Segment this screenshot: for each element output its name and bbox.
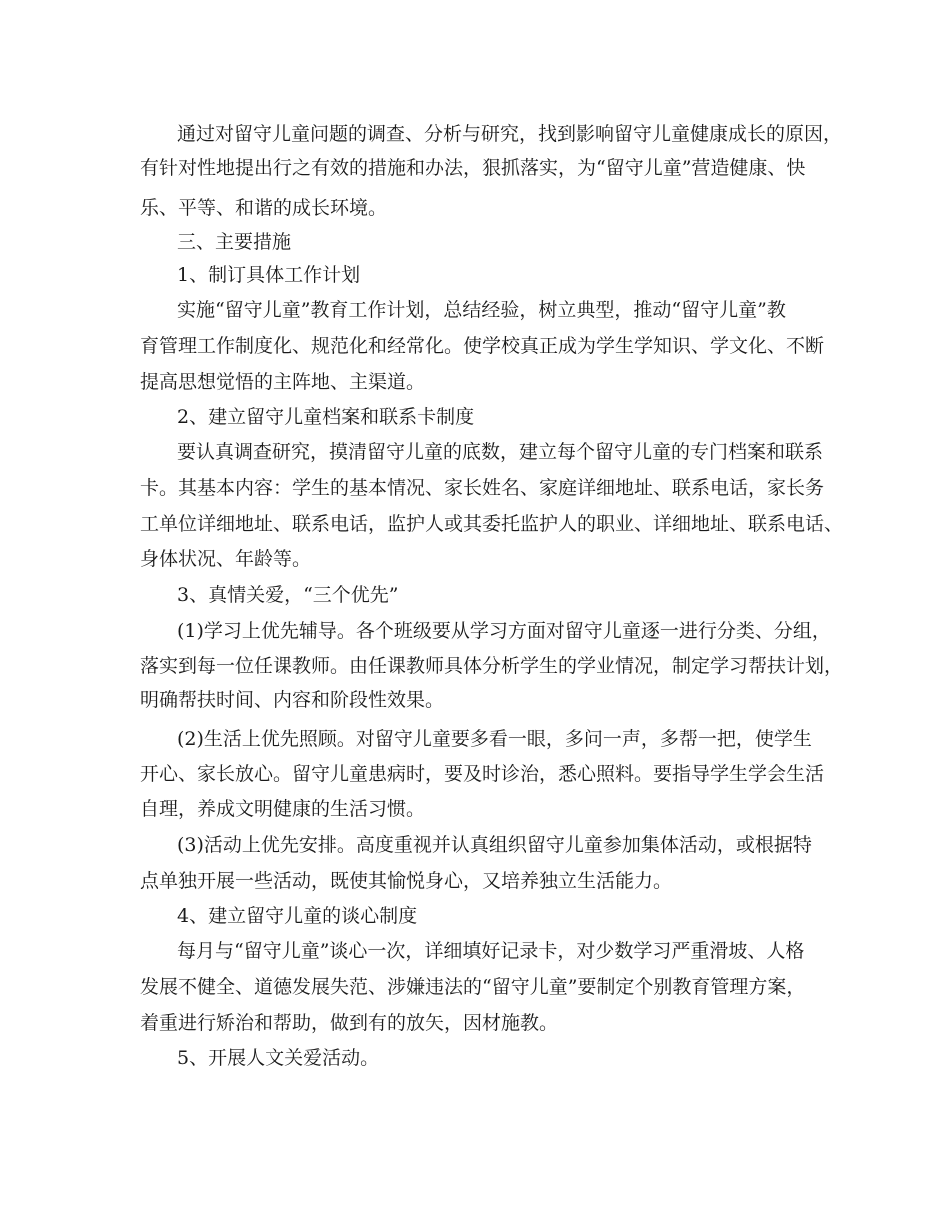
subsection-heading: 5、开展人文关爱活动。 xyxy=(177,1047,380,1069)
paragraph-line: (3)活动上优先安排。高度重视并认真组织留守儿童参加集体活动，或根据特 xyxy=(177,834,812,856)
paragraph-line: 明确帮扶时间、内容和阶段性效果。 xyxy=(140,689,445,711)
paragraph-line: 提高思想觉悟的主阵地、主渠道。 xyxy=(140,371,426,393)
subsection-heading: 4、建立留守儿童的谈心制度 xyxy=(177,905,418,927)
paragraph-line: 乐、平等、和谐的成长环境。 xyxy=(140,197,388,219)
paragraph-line: 通过对留守儿童问题的调查、分析与研究，找到影响留守儿童健康成长的原因， xyxy=(177,123,843,145)
paragraph-line: 育管理工作制度化、规范化和经常化。使学校真正成为学生学知识、学文化、不断 xyxy=(140,335,825,357)
paragraph-line: 有针对性地提出行之有效的措施和办法，狠抓落实，为“留守儿童”营造健康、快 xyxy=(140,157,806,179)
paragraph-line: 每月与“留守儿童”谈心一次，详细填好记录卡，对少数学习严重滑坡、人格 xyxy=(177,940,805,962)
paragraph-line: (2)生活上优先照顾。对留守儿童要多看一眼，多问一声，多帮一把，使学生 xyxy=(177,728,812,750)
paragraph-line: 工单位详细地址、联系电话，监护人或其委托监护人的职业、详细地址、联系电话、 xyxy=(140,513,844,535)
paragraph-line: 要认真调查研究，摸清留守儿童的底数，建立每个留守儿童的专门档案和联系 xyxy=(177,441,824,463)
paragraph-line: 卡。其基本内容：学生的基本情况、家长姓名、家庭详细地址、联系电话，家长务 xyxy=(140,477,825,499)
paragraph-line: 着重进行矫治和帮助，做到有的放矢，因材施教。 xyxy=(140,1012,559,1034)
subsection-heading: 3、真情关爱，“三个优先” xyxy=(177,584,399,606)
section-heading: 三、主要措施 xyxy=(177,231,292,253)
paragraph-line: 自理，养成文明健康的生活习惯。 xyxy=(140,798,426,820)
paragraph-line: 点单独开展一些活动，既使其愉悦身心，又培养独立生活能力。 xyxy=(140,870,673,892)
paragraph-line: 开心、家长放心。留守儿童患病时，要及时诊治，悉心照料。要指导学生学会生活 xyxy=(140,763,825,785)
paragraph-line: 发展不健全、道德发展失范、涉嫌违法的“留守儿童”要制定个别教育管理方案， xyxy=(140,976,806,998)
paragraph-line: (1)学习上优先辅导。各个班级要从学习方面对留守儿童逐一进行分类、分组， xyxy=(177,620,831,642)
paragraph-line: 身体状况、年龄等。 xyxy=(140,548,312,570)
subsection-heading: 2、建立留守儿童档案和联系卡制度 xyxy=(177,406,475,428)
paragraph-line: 落实到每一位任课教师。由任课教师具体分析学生的学业情况，制定学习帮扶计划， xyxy=(140,655,844,677)
paragraph-line: 实施“留守儿童”教育工作计划，总结经验，树立典型，推动“留守儿童”教 xyxy=(177,299,786,321)
subsection-heading: 1、制订具体工作计划 xyxy=(177,264,361,286)
